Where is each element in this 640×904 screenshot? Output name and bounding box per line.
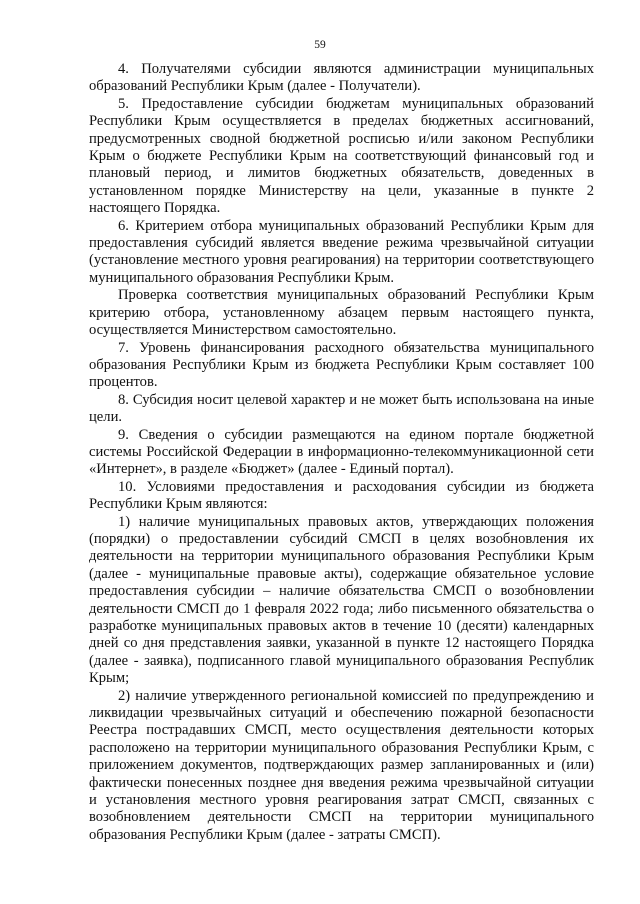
paragraph-item-7: 7. Уровень финансирования расходного обязательства муниципального образования Республики Крым из бюджета Республики Крым составляет 100 процентов.: [89, 339, 594, 391]
paragraph-item-6-verification: Проверка соответствия муниципальных образований Республики Крым критерию отбора, установленному абзацем первым настоящего пункта, осуществляется Министерством самостоятельно.: [89, 287, 594, 339]
page-number: 59: [314, 39, 326, 51]
paragraph-item-5: 5. Предоставление субсидии бюджетам муниципальных образований Республики Крым осуществляется в пределах бюджетных ассигнований, предусмотренных сводной бюджетной росписью и/или законом Республики Крым о бюджете Республики Крым на соответствующий финансовый год и плановый период, и лимитов бюджетных обязательств, доведенных в установленном порядке Министерству на цели, указанные в пункте 2 настоящего Порядка.: [89, 95, 594, 217]
paragraph-condition-1: 1) наличие муниципальных правовых актов, утверждающих положения (порядки) о предоставлении субсидий СМСП в целях возобновления их деятельности на территории муниципального образования Республики Крым (далее - муниципальные правовые акты), содержащие обязательное условие предоставления субсидии – наличие обязательства СМСП о возобновлении деятельности СМСП до 1 февраля 2022 года; либо письменного обязательства о разработке муниципальных правовых актов в течение 10 (десяти) календарных дней со дня представления заявки, указанной в пункте 12 настоящего Порядка (далее - заявка), подписанного главой муниципального образования Республик Крым;: [89, 513, 594, 687]
paragraph-item-6: 6. Критерием отбора муниципальных образований Республики Крым для предоставления субсидий является введение режима чрезвычайной ситуации (установление местного уровня реагирования) на территории соответствующего муниципального образования Республики Крым.: [89, 217, 594, 286]
paragraph-condition-2: 2) наличие утвержденного региональной комиссией по предупреждению и ликвидации чрезвычайных ситуаций и обеспечению пожарной безопасности Реестра пострадавших СМСП, место осуществления деятельности которых расположено на территории муниципального образования Республики Крым, с приложением документов, подтверждающих размер запланированных и (или) фактически понесенных позднее дня введения режима чрезвычайной ситуации и установления местного уровня реагирования затрат СМСП, связанных с возобновлением деятельности СМСП на территории муниципального образования Республики Крым (далее - затраты СМСП).: [89, 687, 594, 843]
paragraph-item-9: 9. Сведения о субсидии размещаются на едином портале бюджетной системы Российской Федерации в информационно-телекоммуникационной сети «Интернет», в разделе «Бюджет» (далее - Единый портал).: [89, 426, 594, 478]
document-body: [89, 61, 594, 844]
paragraph-item-10: 10. Условиями предоставления и расходования субсидии из бюджета Республики Крым являются:: [89, 478, 594, 513]
paragraph-item-8: 8. Субсидия носит целевой характер и не может быть использована на иные цели.: [89, 391, 594, 426]
paragraph-item-4: 4. Получателями субсидии являются администрации муниципальных образований Республики Крым (далее - Получатели).: [89, 61, 594, 95]
